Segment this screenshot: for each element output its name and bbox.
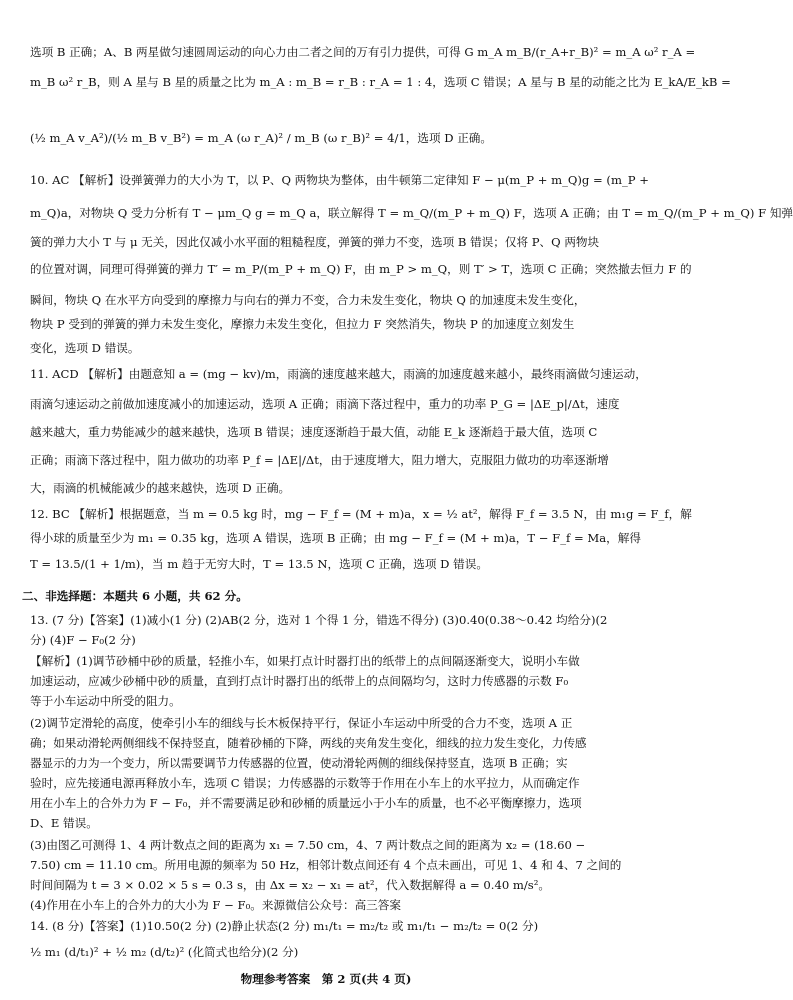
line-text: 变化，选项 D 错误。: [30, 341, 140, 355]
line-text: m_B ω² r_B，则 A 星与 B 星的质量之比为 m_A : m_B = r_B : r_A = 1 : 4，选项 C 错误；A 星与 B 星的动能之比为 E_kA/E_kB =: [30, 75, 731, 89]
text-line: [30, 556, 630, 573]
line-text: 物块 P 受到的弹簧的弹力未发生变化，摩擦力未发生变化，但拉力 F 突然消失，物块 P 的加速度立刻发生: [30, 317, 575, 331]
line-text: 雨滴匀速运动之前做加速度减小的加速运动，选项 A 正确；雨滴下落过程中，重力的功率 P_G = |ΔE_p|/Δt，速度: [30, 397, 620, 411]
line-text: 瞬间，物块 Q 在水平方向受到的摩擦力与向右的弹力不变，合力未发生变化，物块 Q 的加速度未发生变化，: [30, 293, 586, 307]
text-line: [30, 130, 630, 147]
section-heading: [22, 588, 622, 605]
text-line: [30, 340, 630, 357]
heading-text: 二、非选择题：本题共 6 小题，共 62 分。: [22, 589, 248, 603]
text-line: [30, 693, 630, 710]
text-line: [30, 316, 630, 333]
line-text: m_Q)a，对物块 Q 受力分析有 T − μm_Q g = m_Q a，联立解得 T = m_Q/(m_P + m_Q) F，选项 A 正确；由 T = m_Q/(m_P + m_Q) F 知弹: [30, 206, 793, 220]
line-text: D、E 错误。: [30, 816, 98, 830]
line-text: 12. BC 【解析】根据题意，当 m = 0.5 kg 时，mg − F_f = (M + m)a，x = ½ at²，解得 F_f = 3.5 N，由 m₁g = F_f，解: [30, 507, 692, 521]
line-text: 簧的弹力大小 T 与 μ 无关，因此仅减小水平面的粗糙程度，弹簧的弹力不变，选项 B 错误；仅将 P、Q 两物块: [30, 235, 600, 249]
answer-14: [30, 918, 630, 935]
answer-10: [30, 172, 649, 189]
line-text: T = 13.5/(1 + 1/m)，当 m 趋于无穷大时，T = 13.5 N，选项 C 正确，选项 D 错误。: [30, 557, 488, 571]
text-line: [30, 877, 630, 894]
text-line: [30, 815, 630, 832]
text-line: [30, 396, 630, 413]
line-text: 时间间隔为 t = 3 × 0.02 × 5 s = 0.3 s，由 Δx = x₂ − x₁ = at²，代入数据解得 a = 0.40 m/s²。: [30, 878, 550, 892]
line-text: 选项 B 正确；A、B 两星做匀速圆周运动的向心力由二者之间的万有引力提供，可得 G m_A m_B/(r_A+r_B)² = m_A ω² r_A =: [30, 45, 696, 59]
line-text: 得小球的质量至少为 m₁ = 0.35 kg，选项 A 错误，选项 B 正确；由 mg − F_f = (M + m)a，T − F_f = Ma，解得: [30, 531, 641, 545]
text-line: [30, 424, 630, 441]
line-text: 器显示的力为一个变力，所以需要调节力传感器的位置，使动滑轮两侧的细线保持竖直，选项 B 正确；实: [30, 756, 568, 770]
line-text: 越来越大，重力势能减少的越来越快，选项 B 错误；速度逐渐趋于最大值，动能 E_k 逐渐趋于最大值，选项 C: [30, 425, 598, 439]
line-text: 13. (7 分)【答案】(1)减小(1 分) (2)AB(2 分，选对 1 个得 1 分，错选不得分) (3)0.40(0.38～0.42 均给分)(2: [30, 613, 608, 627]
text-line: [30, 775, 630, 792]
text-line: [30, 74, 731, 91]
answer-13: [30, 612, 630, 629]
line-text: 【解析】(1)调节砂桶中砂的质量，轻推小车，如果打点计时器打出的纸带上的点间隔逐渐变大，说明小车做: [30, 654, 580, 668]
line-text: 14. (8 分)【答案】(1)10.50(2 分) (2)静止状态(2 分) m₁/t₁ = m₂/t₂ 或 m₁/t₁ − m₂/t₂ = 0(2 分): [30, 919, 539, 933]
text-line: [30, 44, 696, 61]
text-line: [30, 944, 630, 961]
text-line: [30, 653, 630, 670]
answer-11: [30, 366, 647, 383]
line-text: ½ m₁ (d/t₁)² + ½ m₂ (d/t₂)² (化简式也给分)(2 分): [30, 945, 299, 959]
line-text: (2)调节定滑轮的高度，使牵引小车的细线与长木板保持平行，保证小车运动中所受的合力不变，选项 A 正: [30, 716, 573, 730]
page-footer: [0, 971, 652, 987]
line-text: 确；如果动滑轮两侧细线不保持竖直，随着砂桶的下降，两线的夹角发生变化，细线的拉力发生变化，力传感: [30, 736, 587, 750]
text-line: [30, 530, 641, 547]
text-line: [30, 261, 692, 278]
text-line: [30, 755, 630, 772]
text-line: [30, 234, 630, 251]
line-text: 7.50) cm = 11.10 cm。所用电源的频率为 50 Hz，相邻计数点间还有 4 个点未画出，可见 1、4 和 4、7 之间的: [30, 858, 622, 872]
text-line: [30, 632, 630, 649]
line-text: 10. AC 【解析】设弹簧弹力的大小为 T，以 P、Q 两物块为整体，由牛顿第二定律知 F − μ(m_P + m_Q)g = (m_P +: [30, 173, 649, 187]
text-line: [30, 837, 630, 854]
text-line: [30, 452, 630, 469]
footer-text: 物理参考答案 第 2 页(共 4 页): [240, 972, 412, 986]
line-text: 正确；雨滴下落过程中，阻力做功的功率 P_f = |ΔE|/Δt，由于速度增大，阻力增大，克服阻力做功的功率逐渐增: [30, 453, 609, 467]
text-line: [30, 205, 793, 222]
line-text: 分) (4)F − F₀(2 分): [30, 633, 136, 647]
line-text: (3)由图乙可测得 1、4 两计数点之间的距离为 x₁ = 7.50 cm，4、7 两计数点之间的距离为 x₂ = (18.60 −: [30, 838, 586, 852]
line-text: 用在小车上的合外力为 F − F₀，并不需要满足砂和砂桶的质量远小于小车的质量，也不必平衡摩擦力，选项: [30, 796, 582, 810]
text-line: [30, 292, 630, 309]
text-line: [30, 795, 630, 812]
line-text: 等于小车运动中所受的阻力。: [30, 694, 181, 708]
line-text: 的位置对调，同理可得弹簧的弹力 T′ = m_P/(m_P + m_Q) F，由 m_P > m_Q，则 T′ > T，选项 C 正确；突然撤去恒力 F 的: [30, 262, 692, 276]
text-line: [30, 735, 630, 752]
text-line: [30, 715, 630, 732]
line-text: (4)作用在小车上的合外力的大小为 F − F₀。来源微信公众号：高三答案: [30, 898, 401, 912]
text-line: [30, 857, 630, 874]
text-line: [30, 897, 630, 914]
line-text: 11. ACD 【解析】由题意知 a = (mg − kv)/m，雨滴的速度越来越大，雨滴的加速度越来越小，最终雨滴做匀速运动，: [30, 367, 647, 381]
line-text: 验时，应先接通电源再释放小车，选项 C 错误；力传感器的示数等于作用在小车上的水平拉力，从而确定作: [30, 776, 580, 790]
line-text: (½ m_A v_A²)/(½ m_B v_B²) = m_A (ω r_A)² / m_B (ω r_B)² = 4/1，选项 D 正确。: [30, 131, 492, 145]
line-text: 加速运动，应减少砂桶中砂的质量，直到打点计时器打出的纸带上的点间隔均匀，这时力传感器的示数 F₀: [30, 674, 569, 688]
line-text: 大，雨滴的机械能减少的越来越快，选项 D 正确。: [30, 481, 291, 495]
answer-12: [30, 506, 692, 523]
text-line: [30, 480, 630, 497]
text-line: [30, 673, 630, 690]
